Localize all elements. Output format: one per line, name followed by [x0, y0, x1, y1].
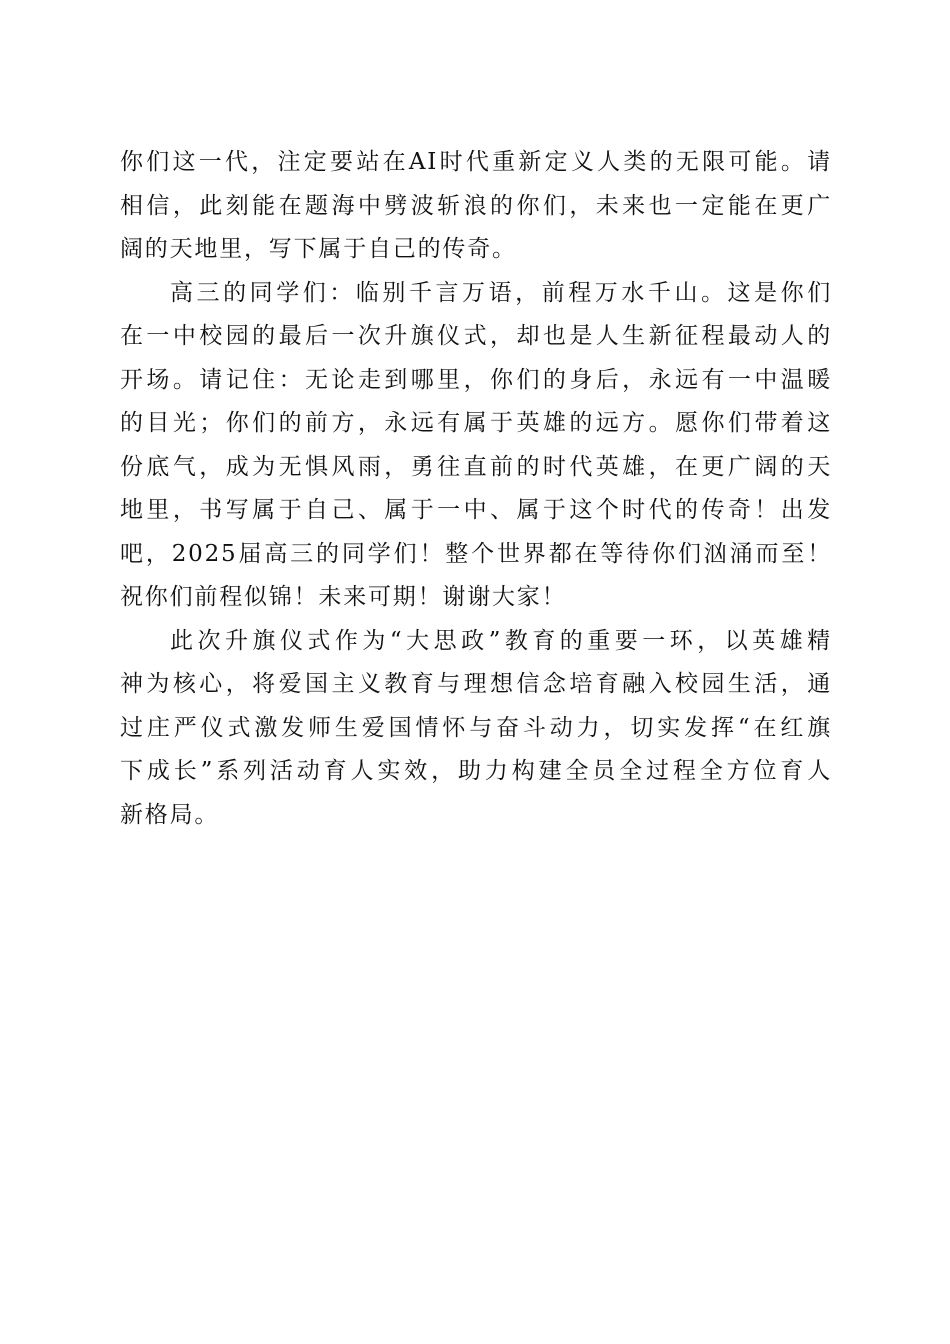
text-line: 神为核心，将爱国主义教育与理想信念培育融入校园生活，通	[120, 671, 832, 697]
text-line: 此次升旗仪式作为“大思政”教育的重要一环，以英雄精	[170, 627, 832, 654]
text-line: 份底气，成为无惧风雨，勇往直前的时代英雄，在更广阔的天	[120, 453, 832, 480]
text-line: 高三的同学们：临别千言万语，前程万水千山。这是你们	[170, 279, 832, 306]
document-body	[120, 141, 832, 837]
paragraph-3	[120, 620, 832, 838]
text-line: 的目光；你们的前方，永远有属于英雄的远方。愿你们带着这	[120, 410, 832, 436]
paragraph-1	[120, 141, 832, 272]
text-line: 在一中校园的最后一次升旗仪式，却也是人生新征程最动人的	[120, 323, 832, 349]
text-line: 下成长”系列活动育人实效，助力构建全员全过程全方位育人	[120, 758, 832, 784]
text-line: 吧，2025届高三的同学们！整个世界都在等待你们汹涌而至！	[120, 540, 832, 567]
paragraph-2	[120, 272, 832, 620]
text-line: 祝你们前程似锦！未来可期！谢谢大家！	[120, 584, 567, 610]
text-line: 地里，书写属于自己、属于一中、属于这个时代的传奇！出发	[120, 497, 832, 523]
text-line: 阔的天地里，写下属于自己的传奇。	[120, 236, 517, 262]
text-line: 你们这一代，注定要站在AI时代重新定义人类的无限可能。请	[120, 149, 832, 175]
text-line: 新格局。	[120, 801, 220, 828]
text-line: 开场。请记住：无论走到哪里，你们的身后，永远有一中温暖	[120, 366, 832, 393]
text-line: 过庄严仪式激发师生爱国情怀与奋斗动力，切实发挥“在红旗	[120, 714, 832, 741]
text-line: 相信，此刻能在题海中劈波斩浪的你们，未来也一定能在更广	[120, 192, 832, 219]
